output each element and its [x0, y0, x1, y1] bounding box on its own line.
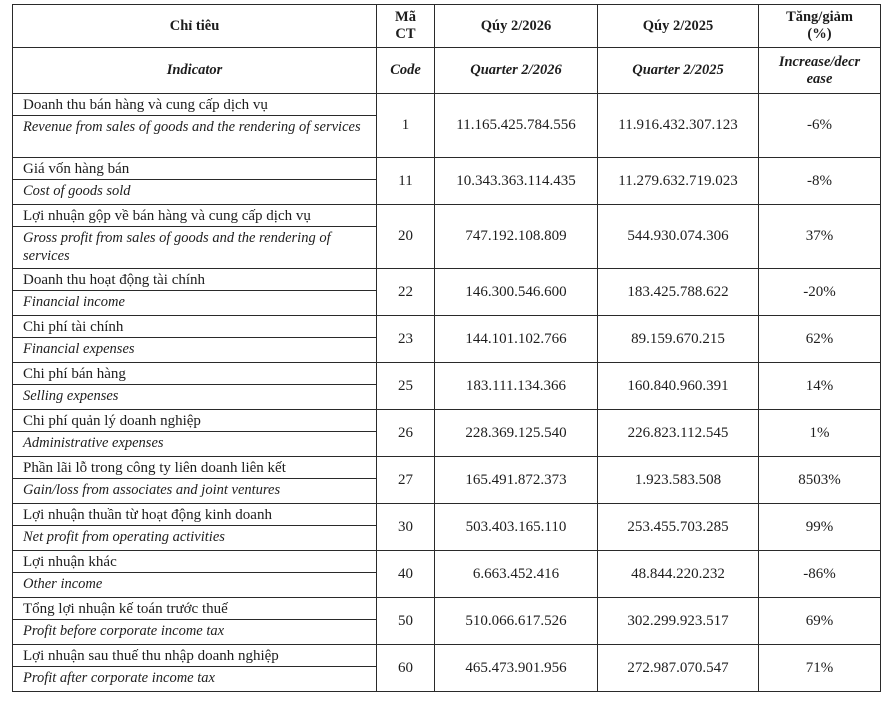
table-row — [13, 457, 881, 504]
indicator-vn: Lợi nhuận thuần từ hoạt động kinh doanh — [13, 504, 376, 526]
indicator-vn: Chi phí bán hàng — [13, 363, 376, 385]
change-value: 14% — [759, 363, 881, 410]
table-row — [13, 598, 881, 645]
header-change-en-line2: ease — [806, 70, 833, 87]
indicator-en: Administrative expenses — [23, 435, 164, 451]
indicator-vn: Lợi nhuận sau thuế thu nhập doanh nghiệp — [13, 645, 376, 667]
table-row — [13, 504, 881, 551]
indicator-en: Net profit from operating activities — [23, 529, 225, 545]
code-cell: 22 — [377, 269, 435, 316]
change-value: 37% — [759, 205, 881, 269]
table-row — [13, 269, 881, 316]
change-value: 99% — [759, 504, 881, 551]
q2026-value: 165.491.872.373 — [435, 457, 598, 504]
q2026-value: 183.111.134.366 — [435, 363, 598, 410]
header-indicator-en: Indicator — [13, 48, 377, 94]
q2025-value: 253.455.703.285 — [598, 504, 759, 551]
q2026-value: 10.343.363.114.435 — [435, 158, 598, 205]
q2026-value: 228.369.125.540 — [435, 410, 598, 457]
table-row — [13, 94, 881, 158]
change-value: -20% — [759, 269, 881, 316]
indicator-en: Financial income — [23, 294, 125, 310]
change-value: 8503% — [759, 457, 881, 504]
indicator-vn: Tổng lợi nhuận kế toán trước thuế — [13, 598, 376, 620]
header-indicator-vn: Chỉ tiêu — [13, 5, 377, 48]
indicator-en: Cost of goods sold — [23, 183, 131, 199]
q2025-value: 160.840.960.391 — [598, 363, 759, 410]
indicator-cell — [13, 94, 377, 158]
indicator-en: Gain/loss from associates and joint ventures — [23, 482, 281, 498]
indicator-cell — [13, 269, 377, 316]
q2026-value: 747.192.108.809 — [435, 205, 598, 269]
indicator-cell — [13, 316, 377, 363]
change-value: -6% — [759, 94, 881, 158]
change-value: 62% — [759, 316, 881, 363]
table-row — [13, 363, 881, 410]
header-q2025-vn: Qúy 2/2025 — [598, 5, 759, 48]
header-q2026-vn: Qúy 2/2026 — [435, 5, 598, 48]
q2025-value: 272.987.070.547 — [598, 645, 759, 692]
code-cell: 1 — [377, 94, 435, 158]
indicator-vn: Lợi nhuận khác — [13, 551, 376, 573]
q2025-value: 11.916.432.307.123 — [598, 94, 759, 158]
indicator-en: Selling expenses — [23, 388, 119, 404]
header-change-en-line1: Increase/decr — [778, 53, 861, 70]
table-row — [13, 645, 881, 692]
indicator-cell — [13, 598, 377, 645]
indicator-en: Other income — [23, 576, 103, 592]
indicator-cell — [13, 363, 377, 410]
code-cell: 20 — [377, 205, 435, 269]
header-change-vn-line1: Tăng/giảm — [786, 9, 853, 25]
indicator-vn: Giá vốn hàng bán — [13, 158, 376, 180]
header-code-vn — [377, 5, 435, 48]
code-cell: 26 — [377, 410, 435, 457]
q2025-value: 48.844.220.232 — [598, 551, 759, 598]
q2026-value: 11.165.425.784.556 — [435, 94, 598, 158]
change-value: 71% — [759, 645, 881, 692]
q2025-value: 1.923.583.508 — [598, 457, 759, 504]
code-cell: 27 — [377, 457, 435, 504]
code-cell: 30 — [377, 504, 435, 551]
table-row — [13, 410, 881, 457]
change-value: -8% — [759, 158, 881, 205]
q2026-value: 503.403.165.110 — [435, 504, 598, 551]
header-code-vn-line2: CT — [395, 26, 416, 42]
change-value: 69% — [759, 598, 881, 645]
financial-table-container — [12, 4, 880, 692]
change-value: -86% — [759, 551, 881, 598]
table-row — [13, 551, 881, 598]
header-row-vn — [13, 5, 881, 48]
indicator-cell — [13, 551, 377, 598]
q2025-value: 89.159.670.215 — [598, 316, 759, 363]
indicator-cell — [13, 457, 377, 504]
indicator-vn: Chi phí quản lý doanh nghiệp — [13, 410, 376, 432]
q2026-value: 146.300.546.600 — [435, 269, 598, 316]
q2025-value: 183.425.788.622 — [598, 269, 759, 316]
indicator-vn: Phần lãi lỗ trong công ty liên doanh liên kết — [13, 457, 376, 479]
header-change-vn-line2: (%) — [807, 26, 832, 42]
q2025-value: 302.299.923.517 — [598, 598, 759, 645]
indicator-vn: Chi phí tài chính — [13, 316, 376, 338]
q2026-value: 6.663.452.416 — [435, 551, 598, 598]
indicator-en: Gross profit from sales of goods and the rendering of services — [23, 230, 331, 264]
code-cell: 60 — [377, 645, 435, 692]
header-code-en: Code — [377, 48, 435, 94]
code-cell: 25 — [377, 363, 435, 410]
header-code-vn-line1: Mã — [395, 9, 416, 25]
indicator-en: Profit before corporate income tax — [23, 623, 225, 639]
q2026-value: 465.473.901.956 — [435, 645, 598, 692]
q2025-value: 11.279.632.719.023 — [598, 158, 759, 205]
header-change-en — [759, 48, 881, 94]
header-row-en — [13, 48, 881, 94]
indicator-cell — [13, 504, 377, 551]
indicator-cell — [13, 645, 377, 692]
code-cell: 23 — [377, 316, 435, 363]
code-cell: 50 — [377, 598, 435, 645]
table-row — [13, 205, 881, 269]
header-change-vn — [759, 5, 881, 48]
indicator-cell — [13, 410, 377, 457]
indicator-en: Profit after corporate income tax — [23, 670, 215, 686]
q2025-value: 226.823.112.545 — [598, 410, 759, 457]
change-value: 1% — [759, 410, 881, 457]
indicator-cell — [13, 205, 377, 269]
q2025-value: 544.930.074.306 — [598, 205, 759, 269]
q2026-value: 510.066.617.526 — [435, 598, 598, 645]
q2026-value: 144.101.102.766 — [435, 316, 598, 363]
code-cell: 11 — [377, 158, 435, 205]
header-q2026-en: Quarter 2/2026 — [435, 48, 598, 94]
code-cell: 40 — [377, 551, 435, 598]
indicator-cell — [13, 158, 377, 205]
table-row — [13, 316, 881, 363]
indicator-vn: Lợi nhuận gộp về bán hàng và cung cấp dịch vụ — [13, 205, 376, 227]
header-q2025-en: Quarter 2/2025 — [598, 48, 759, 94]
indicator-vn: Doanh thu hoạt động tài chính — [13, 269, 376, 291]
income-statement-table — [12, 4, 881, 692]
table-row — [13, 158, 881, 205]
indicator-en: Revenue from sales of goods and the rendering of services — [23, 119, 361, 135]
indicator-vn: Doanh thu bán hàng và cung cấp dịch vụ — [13, 94, 376, 116]
indicator-en: Financial expenses — [23, 341, 135, 357]
